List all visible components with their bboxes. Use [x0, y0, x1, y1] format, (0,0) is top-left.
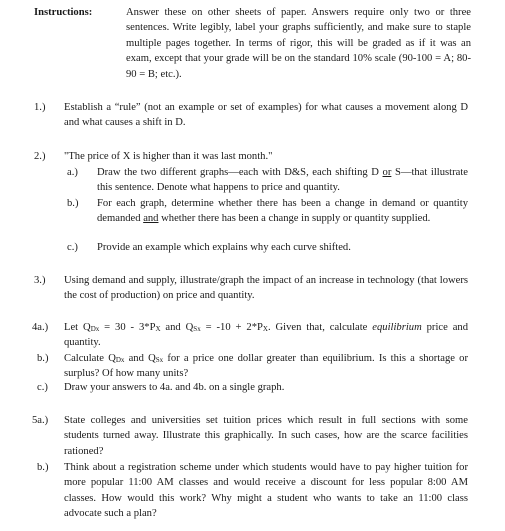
q2c-text: Provide an example which explains why each curve shifted. — [97, 242, 351, 253]
q4b-number: b.) — [37, 353, 49, 364]
q4a-number: 4a.) — [32, 322, 49, 333]
q4c-text: Draw your answers to 4a. and 4b. on a single graph. — [64, 382, 285, 393]
q5b-text: Think about a registration scheme under which students would have to pay higher tuition for more popular 11:00 AM classes and would receive a discount for less popular 8:00 AM classes. How would this work? Why might a student who wants to take an 11:00 class advocate such a plan? — [64, 462, 468, 520]
instructions-text: Answer these on other sheets of paper. Answers require only two or three sentences. Write legibly, label your graphs sufficiently, and make sure to staple multiple pages together. In terms of rigor, this will be graded as if it was an exam, except that your grade will be on the standard 10% scale (90-100 = A; 80-90 = B; etc.). — [126, 7, 471, 80]
q4c-number: c.) — [37, 382, 48, 393]
q2a-text: Draw the two different graphs—each with D&S, each shifting D or S—that illustrate this sentence. Denote what happens to price and quantity. — [97, 167, 468, 194]
q2a-number: a.) — [67, 167, 78, 178]
q5a-text: State colleges and universities set tuition prices which result in full sections with some students turned away. Illustrate this graphically. In such cases, how are the scarce facilities rationed? — [64, 415, 468, 457]
q4a-text: Let $Q_{Dx} = 30 - 3*P_X$ and $Q_{Sx} = -10 + 2*P_X$. Given that, calculate equilibrium price and quantity. — [64, 322, 469, 349]
q3-text: Using demand and supply, illustrate/graph the impact of an increase in technology (that lowers the cost of production) on price and quantity. — [64, 275, 468, 302]
q2c-number: c.) — [67, 242, 78, 253]
q5b-number: b.) — [37, 462, 49, 473]
q2-number: 2.) — [34, 151, 46, 162]
instructions-label: Instructions: — [34, 7, 93, 18]
q2b-number: b.) — [67, 198, 79, 209]
q1-text: Establish a “rule” (not an example or set of examples) for what causes a movement along D and what causes a shift in D. — [64, 102, 468, 129]
q2-text: "The price of X is higher than it was last month." — [64, 151, 273, 162]
q1-number: 1.) — [34, 102, 46, 113]
q2b-text: For each graph, determine whether there has been a change in demand or quantity demanded and whether there has been a change in supply or quantity supplied. — [97, 198, 468, 225]
q4b-text: Calculate $Q_{Dx}$ and $Q_{Sx}$ for a price one dollar greater than equilibrium. Is this a shortage or surplus? Of how many units? — [64, 353, 468, 380]
q3-number: 3.) — [34, 275, 46, 286]
q5a-number: 5a.) — [32, 415, 49, 426]
